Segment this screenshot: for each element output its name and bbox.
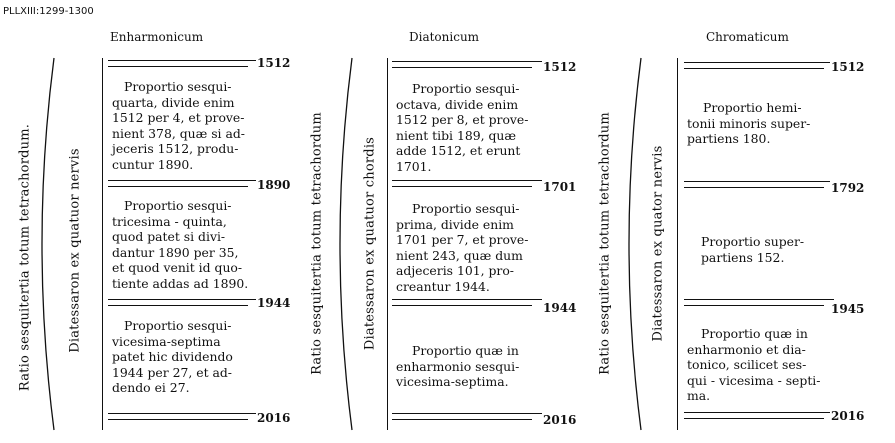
string-number: 2016 [257, 411, 291, 425]
rule [684, 62, 834, 63]
rule [392, 67, 532, 68]
string-number: 1701 [543, 180, 577, 194]
string-number: 1512 [831, 60, 865, 74]
string-number: 2016 [543, 413, 577, 427]
string-number: 1944 [543, 301, 577, 315]
string-number: 1944 [257, 296, 291, 310]
outer-label: Ratio sesquitertia totum tetrachordum [309, 112, 325, 375]
rule [392, 419, 532, 420]
interval-text: Proportio sesqui- octava, divide enim 1512 per 8, et prove- nient tibi 189, quæ adde 1512, et erunt 1701. [396, 81, 529, 174]
rule [684, 412, 834, 413]
interval-text: Proportio quæ in enharmonio sesqui- vicesima-septima. [396, 343, 520, 390]
bracket-line [677, 58, 678, 430]
rule [392, 299, 542, 300]
outer-label: Ratio sesquitertia totum tetrachordum [597, 112, 613, 375]
inner-label: Diatessaron ex quatuor chordis [362, 136, 378, 351]
rule [684, 68, 824, 69]
rule [108, 180, 258, 181]
string-number: 1890 [257, 178, 291, 192]
rule [392, 180, 542, 181]
rule [392, 413, 542, 414]
rule [108, 299, 258, 300]
string-number: 2016 [831, 409, 865, 423]
rule [392, 186, 532, 187]
rule [684, 418, 824, 419]
string-number: 1512 [257, 56, 291, 70]
rule [392, 305, 532, 306]
interval-text: Proportio sesqui- tricesima - quinta, quod patet si divi- dantur 1890 per 35, et quod venit id quo- tiente addas ad 1890. [112, 198, 249, 291]
interval-text: Proportio super- partiens 152. [701, 234, 805, 265]
interval-text: Proportio hemi- tonii minoris super- partiens 180. [687, 100, 811, 147]
bracket-arc [615, 58, 645, 430]
bracket-arc [326, 58, 356, 430]
column-title: Enharmonicum [110, 30, 204, 44]
column-title: Chromaticum [706, 30, 789, 44]
rule [108, 60, 258, 61]
bracket-line [387, 58, 388, 430]
string-number: 1512 [543, 60, 577, 74]
interval-text: Proportio sesqui- vicesima-septima patet hic dividendo 1944 per 27, et ad- dendo ei 27. [112, 318, 233, 396]
interval-text: Proportio quæ in enharmonio et dia- tonico, scilicet ses- qui - vicesima - septi- ma. [687, 326, 821, 404]
rule [684, 187, 824, 188]
bracket-arc [28, 58, 58, 430]
string-number: 1792 [831, 181, 865, 195]
rule [684, 305, 824, 306]
rule [108, 186, 248, 187]
interval-text: Proportio sesqui- quarta, divide enim 1512 per 4, et prove- nient 378, quæ si ad- jeceris 1512, produ- cuntur 1890. [112, 79, 245, 172]
rule [684, 181, 834, 182]
outer-label: Ratio sesquitertia totum tetrachordum. [17, 123, 33, 392]
rule [108, 305, 248, 306]
rule [392, 61, 542, 62]
page-reference: PLLXIII:1299-1300 [3, 6, 94, 17]
inner-label: Diatessaron ex quatuor nervis [67, 148, 83, 353]
column-title: Diatonicum [409, 30, 480, 44]
bracket-line [102, 58, 103, 430]
rule [108, 66, 248, 67]
string-number: 1945 [831, 302, 865, 316]
rule [684, 299, 834, 300]
inner-label: Diatessaron ex quator nervis [650, 145, 666, 342]
rule [108, 413, 258, 414]
rule [108, 419, 248, 420]
interval-text: Proportio sesqui- prima, divide enim 1701 per 7, et prove- nient 243, quæ dum adjeceris 101, pro- creantur 1944. [396, 201, 529, 294]
